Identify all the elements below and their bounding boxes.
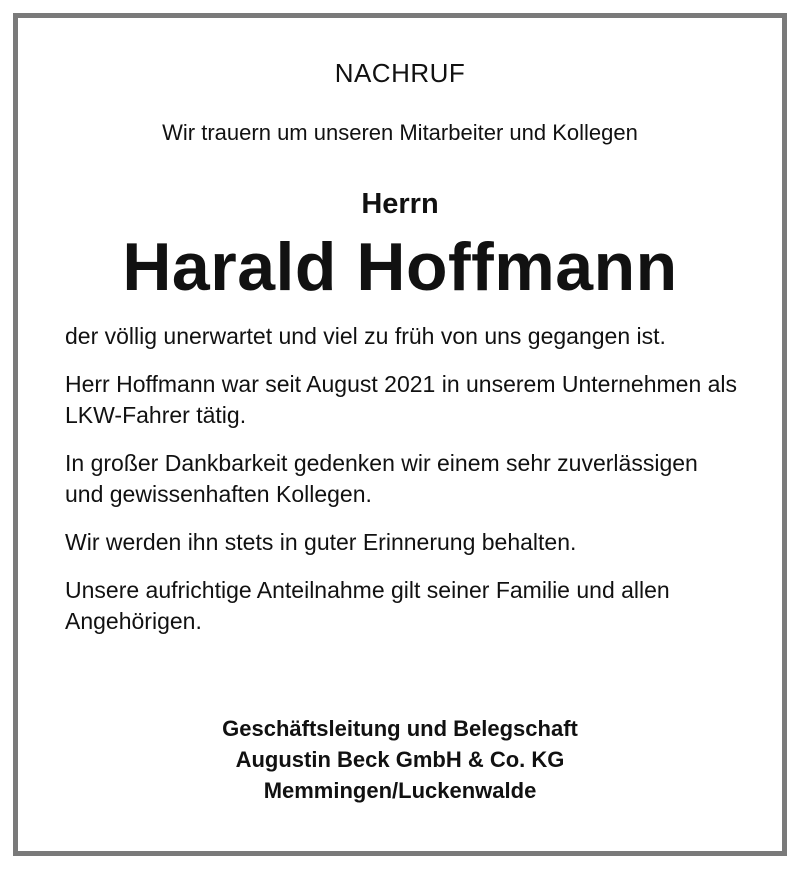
notice-heading: NACHRUF: [334, 58, 466, 88]
obituary-frame: [13, 13, 787, 856]
intro-line: Wir trauern um unseren Mitarbeiter und Kollegen: [162, 120, 638, 145]
paragraph-3: In großer Dankbarkeit gedenken wir einem sehr zuverlässigen und gewissenhaften Kollegen.: [65, 450, 698, 507]
paragraph-4: Wir werden ihn stets in guter Erinnerung behalten.: [65, 529, 577, 555]
salutation: Herrn: [361, 188, 439, 220]
notice-body: [65, 321, 742, 654]
paragraph-5: Unsere aufrichtige Anteilnahme gilt seiner Familie und allen Angehörigen.: [65, 577, 670, 634]
signature-line-2: Augustin Beck GmbH & Co. KG: [235, 747, 565, 772]
paragraph-2: Herr Hoffmann war seit August 2021 in unserem Unternehmen als LKW-Fahrer tätig.: [65, 371, 738, 428]
paragraph-1: der völlig unerwartet und viel zu früh von uns gegangen ist.: [65, 323, 666, 349]
deceased-name: Harald Hoffmann: [122, 229, 678, 305]
signature-block: [18, 713, 782, 806]
signature-line-1: Geschäftsleitung und Belegschaft: [222, 716, 578, 741]
signature-line-3: Memmingen/Luckenwalde: [263, 778, 537, 803]
